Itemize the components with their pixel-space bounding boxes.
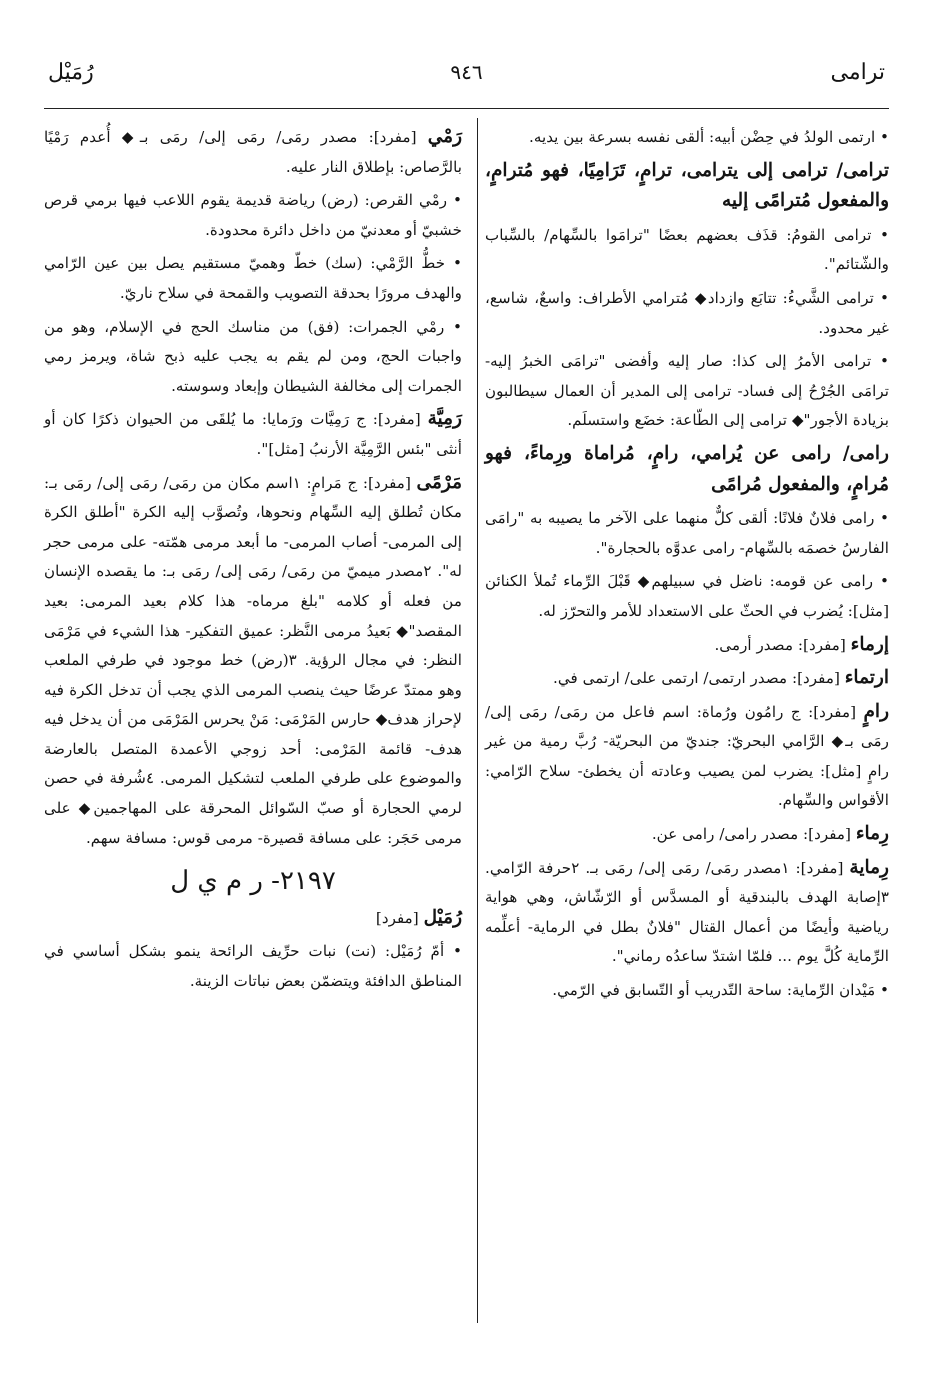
entry: • رامى فلانٌ فلانًا: ألقى كلٌّ منهما على الآخر ما يصيبه به "رامَى الفارسُ خصمَه بالسِّهام- رامى عدوَّه بالحجارة". [485,509,889,557]
entry: مَرْمًى [مفرد]: ج مَرامٍ: ١اسم مكان من رمَى/ رمَى إلى/ رمَى بـ: مكان تُطلق إليه السِّهام ونحوها، وتُصوَّب إليه الكرة "أطلق الكرة إلى المرمى- أصاب المرمى- ما أبعد مرمى همّته- على مرمى حجر له". ٢مصدر ميميّ من رمَى/ رمَى إلى/ رمَى بـ: ما يقصده الإنسان من فعله أو كلامه "بلغ مرماه- هذا كلام بعيد المرمى: بعيد المقصد"◆ بَعيدُ مرمى النَّظر: عميق التفكير- هذا الشيء في مَرْمَى النظر: في مجال الرؤية. ٣(رض) خط موجود في طرفي الملعب وهو ممتدّ عرضًا حيث ينصب المرمى الذي يجب أن تدخل الكرة فيه لإحراز هدف◆ حارس المَرْمَى: مَنْ يحرس المَرْمَى من أن يدخل فيه هدف- قائمة المَرْمى: أحد زوجي الأعمدة المتصل بالعارضة والموضوع على طرفي الملعب لتشكيل المرمى. ٤شُرفة في حصن لرمي الحجارة أو صبّ السّوائل المحرقة على المهاجمين◆ على مرمى حَجَر: على مسافة قصيرة- مرمى قوس: مسافة سهم. [44,471,463,847]
entry: • ترامى الشَّيءُ: تتابَع وازداد◆ مُترامي الأطراف: واسعٌ، شاسع، غير محدود. [485,288,889,337]
entry: • ترامى الأمرُ إلى كذا: صار إليه وأفضى "ترامَى الخبرُ إليه- ترامَى الجُرْحُ إلى فساد- ترامى إلى المدير أن العمال سيطالبون بزيادة الأجور"◆ ترامى إلى الطّاعة: خضَع واستسلَم. [485,352,889,430]
entry: رامٍ [مفرد]: ج رامُون ورُماة: اسم فاعل من رمَى/ رمَى إلى/ رمَى بـ◆ الرَّامي البحريّ: جنديّ من البحريّة- رُبَّ رمية من غير رامٍ [مثل]: يضرب لمن يصيب وعادته أن يخطئ- سلاح الرّامي: الأقواس والسِّهام. [485,700,889,810]
entry: ترامى/ ترامى إلى يترامى، ترامٍ، تَرَامِيًا، فهو مُترامٍ، والمفعول مُترامًى إليه [485,159,889,212]
entry: رِماية [مفرد]: ١مصدر رمَى/ رمَى إلى/ رمَى بـ. ٢حرفة الرّامي. ٣إصابة الهدف بالبندقية أو المسدَّس أو الرّشّاش، وهي هواية رياضية وأيضًا من أعمال القتال "فلانٌ بطل في الرماية- أعلِّمه الرِّماية كُلَّ يوم ... فلمّا اشتدّ ساعدُه رماني". [485,856,889,966]
entry: رَمِيَّة [مفرد]: ج رَمِيَّات ورَمايا: ما يُلقَى من الحيوان ذكرًا كان أو أنثى "بئس الرَّمِيَّة الأرنبُ [مثل]". [44,408,462,458]
entry: • رامى عن قومه: ناضل في سبيلهم◆ قَبْلَ الرِّماء تُملأ الكنائن [مثل]: يُضرب في الحثّ على الاستعداد للأمر والتحرّز له. [485,572,889,620]
entry: • ارتمى الولدُ في حِضْن أبيه: ألقى نفسه بسرعة بين يديه. [529,128,889,146]
entry: رَمْي [مفرد]: مصدر رمَى/ رمَى إلى/ رمَى بـ◆ أُعدم رَمْيًا بالرَّصاص: بإطلاق النار عليه. [44,126,462,176]
right-column [485,122,889,1009]
entry: • خطُّ الرَّمْي: (سك) خطّ وهميّ مستقيم يصل بين عين الرّامي والهدف مرورًا بحدقة التصويب والقمحة في سلاح ناريّ. [44,254,462,302]
running-head-left: رُمَيْل [48,60,94,85]
entry: إرماء [مفرد]: مصدر أرمى. [714,633,889,655]
entry: • ترامى القومُ: قذَف بعضهم بعضًا "ترامَوا بالسِّهام/ بالسِّباب والشّتائم". [485,225,889,274]
section-heading: ٢١٩٧- ر م ي ل [170,866,336,897]
running-head-right: ترامى [830,60,885,85]
entry: • أمّ رُمَيْل: (نت) نبات حرِّيف الرائحة ينمو بشكل أساسي في المناطق الدافئة ويتضمّن بعض نباتات الزينة. [44,942,462,991]
page-number: ٩٤٦ [450,60,483,84]
entry: رِماء [مفرد]: مصدر رامى/ رامى عن. [651,823,889,845]
entry: • مَيْدان الرِّماية: ساحة التّدريب أو التّسابق في الرّمي. [552,981,889,1000]
entry: • رمْي القرص: (رض) رياضة قديمة يقوم اللاعب فيها برمي قرص خشبيّ أو معدنيّ من داخل دائرة محدودة. [44,191,462,239]
column-divider [477,118,478,1323]
entry: ارتماء [مفرد]: مصدر ارتمى/ ارتمى على/ ارتمى في. [553,667,889,689]
entry: رُمَيْل [مفرد] [375,906,462,928]
entry: • رمْي الجمرات: (فق) من مناسك الحج في الإسلام، وهو من واجبات الحج، ومن لم يقم به يجب عليه ذبح شاة، ويرمز رمي الجمرات إلى مخالفة الشيطان وإبعاد وسوسته. [44,317,462,395]
entry: رامى/ رامى عن يُرامي، رامٍ، مُراماة ورِماءً، فهو مُرامٍ، والمفعول مُرامًى [485,442,889,495]
header-rule [44,108,889,109]
left-column [44,122,462,1000]
